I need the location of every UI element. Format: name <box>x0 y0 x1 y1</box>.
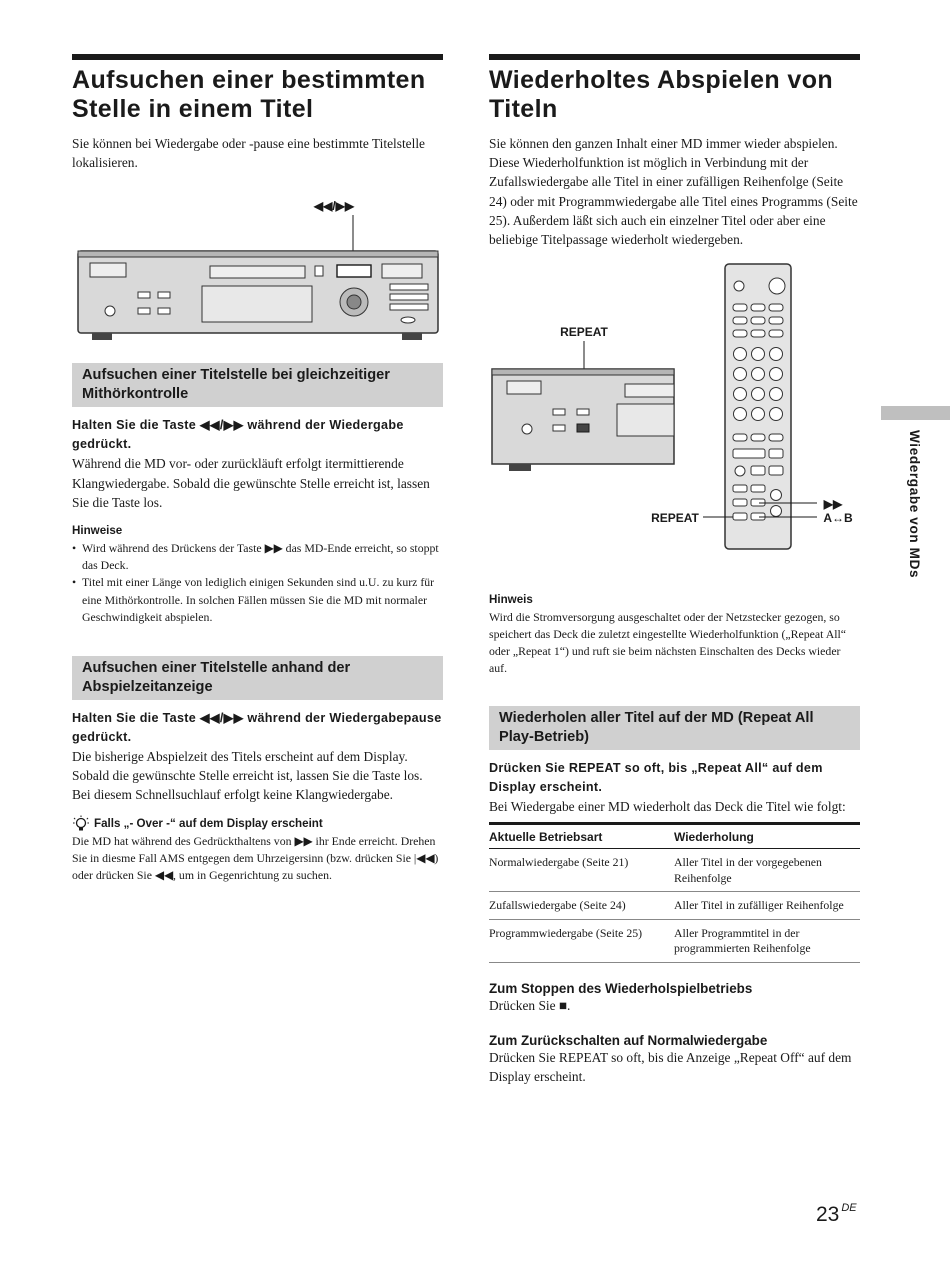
deck-figure <box>72 178 443 353</box>
hint-title-right: Hinweis <box>489 593 533 607</box>
normal-body: Drücken Sie REPEAT so oft, bis die Anzeige „Repeat Off“ auf dem Display erscheint. <box>489 1050 852 1085</box>
intro-left: Sie können bei Wiedergabe oder -pause eine bestimmte Titelstelle lokalisieren. <box>72 136 425 171</box>
table-header-repeat: Wiederholung <box>674 824 860 849</box>
tip-heading <box>72 815 443 833</box>
instruction-monitoring: Halten Sie die Taste ◀◀/▶▶ während der Wiedergabe gedrückt. <box>72 418 404 452</box>
heading-rule <box>489 54 860 60</box>
page-title-right: Wiederholtes Abspielen von Titeln <box>489 66 834 123</box>
table-cell: Zufallswiedergabe (Seite 24) <box>489 892 674 920</box>
body-playtime: Die bisherige Abspielzeit des Titels erscheint auf dem Display. Sobald die gewünschte Stelle erreicht ist, lassen Sie die Taste los. Bei diesem Schnellsuchlauf erfolgt keine Klangwiedergabe. <box>72 749 423 803</box>
body-repeat-all: Bei Wiedergabe einer MD wiederholt das Deck die Titel wie folgt: <box>489 799 846 815</box>
normal-heading: Zum Zurückschalten auf Normalwiedergabe <box>489 1033 768 1049</box>
hints-list <box>72 540 443 626</box>
page-number <box>816 1202 857 1227</box>
intro-right: Sie können den ganzen Inhalt einer MD immer wieder abspielen. Diese Wiederholfunktion ist möglich in Verbindung mit der Zufallswiedergabe alle Titel in einer zufälligen Reihenfolge (Seite 24) oder mit Programmwiedergabe alle Titel eines Programms (Seite 25). Außerdem läßt sich auch ein einzelner Titel oder aber eine beliebige Titelpassage wiederholt wiedergeben. <box>489 136 858 248</box>
instruction-playtime: Halten Sie die Taste ◀◀/▶▶ während der Wiedergabepause gedrückt. <box>72 711 442 745</box>
tip-body: Die MD hat während des Gedrückthaltens von ▶▶ ihr Ende erreicht. Drehen Sie in diesme Fall AMS entgegen dem Uhrzeigersinn (bzw. drücken Sie |◀◀) oder drücken Sie ◀◀, um in Gegenrichtung zu suchen. <box>72 833 439 882</box>
ff-label: ▶▶ <box>823 497 843 512</box>
repeat-figure <box>489 259 860 589</box>
table-cell: Normalwiedergabe (Seite 21) <box>489 849 674 892</box>
hint-body-right: Wird die Stromversorgung ausgeschaltet oder der Netzstecker gezogen, so speichert das Deck die zuletzt eingestellte Wiederholfunktion („Repeat All“ oder „Repeat 1“) und ruft sie beim nächsten Einschalten des Decks wieder auf. <box>489 610 847 676</box>
deck-illustration <box>72 178 443 353</box>
page-number-suffix: DE <box>841 1202 857 1214</box>
left-column <box>72 54 443 884</box>
chapter-tab <box>881 406 950 420</box>
heading-rule <box>72 54 443 60</box>
chapter-label: Wiedergabe von MDs <box>907 430 922 579</box>
tip-title: Falls „- Over -“ auf dem Display erscheint <box>94 817 323 831</box>
table-cell: Programmwiedergabe (Seite 25) <box>489 919 674 962</box>
stop-heading: Zum Stoppen des Wiederholspielbetriebs <box>489 980 753 996</box>
ab-label: A↔B <box>823 511 853 526</box>
seek-button-label: ◀◀/▶▶ <box>313 199 355 214</box>
repeat-label-bottom: REPEAT <box>651 511 699 526</box>
section-heading-playtime: Aufsuchen einer Titelstelle anhand der Abspielzeitanzeige <box>72 656 443 700</box>
table-row <box>489 892 860 920</box>
section-heading-repeat-all: Wiederholen aller Titel auf der MD (Repeat All Play-Betrieb) <box>489 706 860 750</box>
remote-illustration <box>489 259 860 589</box>
body-monitoring: Während die MD vor- oder zurückläuft erfolgt itermittierende Klangwiedergabe. Sobald die gewünschte Stelle erreicht ist, lassen Sie die Taste los. <box>72 456 430 510</box>
table-cell: Aller Titel in der vorgegebenen Reihenfolge <box>674 849 860 892</box>
stop-body: Drücken Sie ■. <box>489 997 571 1013</box>
table-row <box>489 919 860 962</box>
page-title-left: Aufsuchen einer bestimmten Stelle in einem Titel <box>72 66 426 123</box>
section-heading-monitoring: Aufsuchen einer Titelstelle bei gleichzeitiger Mithörkontrolle <box>72 363 443 407</box>
repeat-label-top: REPEAT <box>560 325 608 340</box>
repeat-table <box>489 822 860 963</box>
table-header-row <box>489 824 860 849</box>
table-row <box>489 849 860 892</box>
hints-title: Hinweise <box>72 524 123 538</box>
hint-item: • Wird während des Drückens der Taste ▶▶ das MD-Ende erreicht, so stoppt das Deck. <box>72 540 443 574</box>
right-column <box>489 54 860 1087</box>
page-number-value: 23 <box>816 1203 840 1226</box>
hint-item: • Titel mit einer Länge von lediglich einigen Sekunden sind u.U. zu kurz für eine Mithörkontrolle. In solchen Fällen müssen Sie die MD mit normaler Geschwindigkeit abspielen. <box>72 574 443 626</box>
instruction-repeat-all: Drücken Sie REPEAT so oft, bis „Repeat All“ auf dem Display erscheint. <box>489 761 823 795</box>
table-header-mode: Aktuelle Betriebsart <box>489 824 674 849</box>
table-cell: Aller Programmtitel in der programmierten Reihenfolge <box>674 919 860 962</box>
lightbulb-icon <box>72 815 90 833</box>
table-cell: Aller Titel in zufälliger Reihenfolge <box>674 892 860 920</box>
